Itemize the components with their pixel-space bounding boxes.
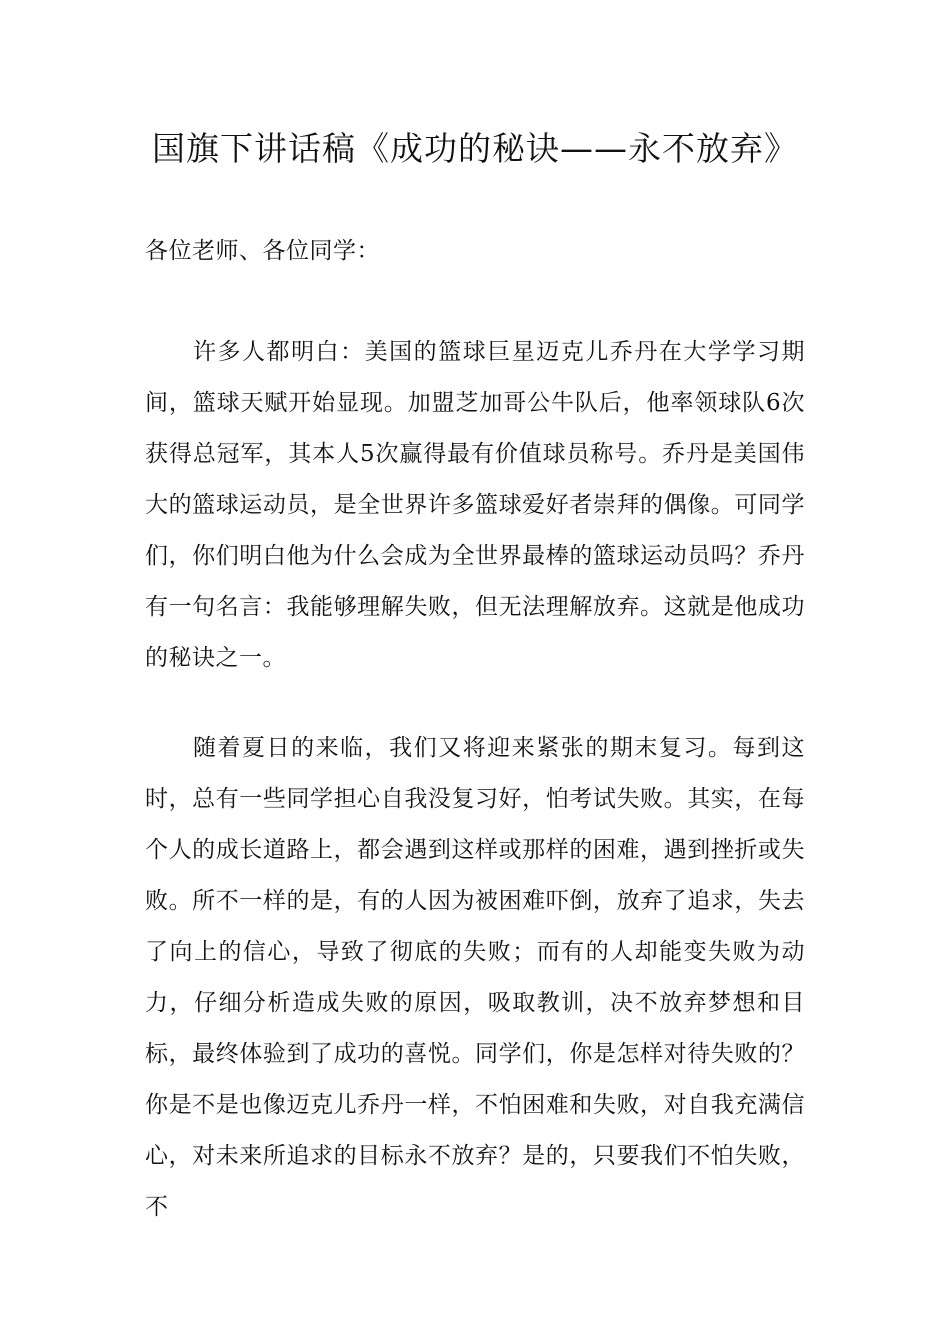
document-title: 国旗下讲话稿《成功的秘诀——永不放弃》	[152, 129, 798, 168]
paragraph-1: 许多人都明白：美国的篮球巨星迈克儿乔丹在大学学习期间，篮球天赋开始显现。加盟芝加哥公牛队后，他率领球队6次获得总冠军，其本人5次赢得最有价值球员称号。乔丹是美国伟大的篮球运动员，是全世界许多篮球爱好者崇拜的偶像。可同学们，你们明白他为什么会成为全世界最棒的篮球运动员吗？乔丹有一句名言：我能够理解失败，但无法理解放弃。这就是他成功的秘诀之一。	[145, 339, 805, 671]
salutation: 各位老师、各位同学：	[145, 238, 380, 264]
paragraph-2: 随着夏日的来临，我们又将迎来紧张的期末复习。每到这时，总有一些同学担心自我没复习好，怕考试失败。其实，在每个人的成长道路上，都会遇到这样或那样的困难，遇到挫折或失败。所不一样的是，有的人因为被困难吓倒，放弃了追求，失去了向上的信心，导致了彻底的失败；而有的人却能变失败为动力，仔细分析造成失败的原因，吸取教训，决不放弃梦想和目标，最终体验到了成功的喜悦。同学们，你是怎样对待失败的？你是不是也像迈克儿乔丹一样，不怕困难和失败，对自我充满信心，对未来所追求的目标永不放弃？是的，只要我们不怕失败，不	[145, 735, 805, 1220]
